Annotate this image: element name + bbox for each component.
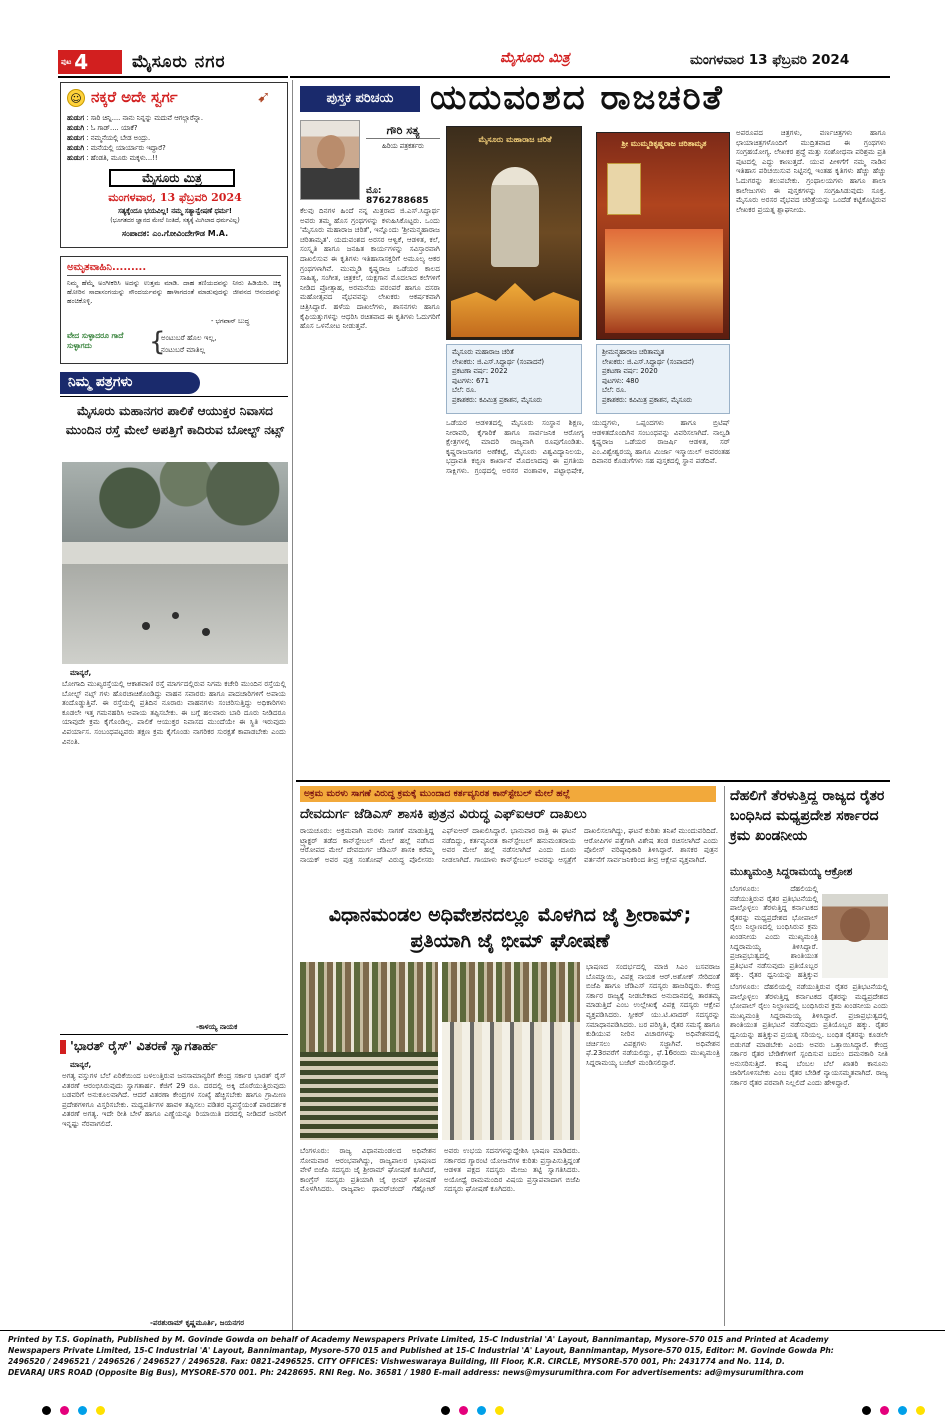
masthead-logo: ಮೈಸೂರು ಮಿತ್ರ [500,50,570,66]
letter-photo [62,462,288,664]
farmers-subhead: ಮುಖ್ಯಮಂತ್ರಿ ಸಿದ್ದರಾಮಯ್ಯ ಆಕ್ರೋಶ [730,866,853,878]
joke-title: ನಕ್ಕರೆ ಅದೇ ಸ್ವರ್ಗ [91,88,178,106]
book-1-info-line: ಪುಟಗಳು: 671 [452,376,489,385]
book-1-cover-title: ಮೈಸೂರು ಮಹಾರಾಜ ಚರಿತೆ [478,135,552,144]
amrutha-text: ನಿಮ್ಮ ಹೆಮ್ಮೆ ಅಂಗೀಕರಿಸಿ ಅದನ್ನು ಉತ್ತಮ ಮಾಡಿ. ದಾಹ ತಣಿಯದವನ್ನು ನೀರು ಹಿಡಿಯಿರಿ. ಚಿಕ್ಕ ಹೋರಿನ ಸಾದಾಸಂಗಯನ್ನು ಸೌಂದರ್ಯವನ್ನು ಹಾಳಾಗದಂತೆ ಮಾಡುವುದನ್ನು ಜೀವನದ ಆನಂದವನ್ನು ಹಂಚಿಕೊಳ್ಳಿ. [67,279,281,305]
column-separator [292,80,293,1330]
cupid-icon: ➹ [257,87,271,106]
assembly-body-right: ಭಾಷಣದ ಸಂದರ್ಭದಲ್ಲಿ ಮಾಜಿ ಸಿಎಂ ಬಸವರಾಜ ಬೊಮ್ಮಾಯಿ, ವಿಪಕ್ಷ ನಾಯಕ ಆರ್.ಅಶೋಕ್ ಸೇರಿದಂತೆ ಬಿಜೆಪಿ ಹಾಗೂ ಜೆಡಿಎಸ್ ಸದಸ್ಯರು ಹಾಜರಿದ್ದರು. ಕೇಂದ್ರ ಸರ್ಕಾರ ರಾಜ್ಯಕ್ಕೆ ನೀಡಬೇಕಾದ ಅನುದಾನದಲ್ಲಿ ತಾರತಮ್ಯ ಮಾಡುತ್ತಿದೆ ಎಂಬ ಉಲ್ಲೇಖಕ್ಕೆ ವಿಪಕ್ಷ ಸದಸ್ಯರು ಆಕ್ಷೇಪ ವ್ಯಕ್ತಪಡಿಸಿದರು. ಸ್ಪೀಕರ್ ಯು.ಟಿ.ಖಾದರ್ ಸದಸ್ಯರನ್ನು ಸಮಾಧಾನಪಡಿಸಿದರು. ಬರ ಪರಿಸ್ಥಿತಿ, ರೈತರ ಸಮಸ್ಯೆ ಹಾಗೂ ಕುಡಿಯುವ ನೀರಿನ ವಿಚಾರಗಳನ್ನು ಅಧಿವೇಶನದಲ್ಲಿ ಚರ್ಚಿಸಲು ವಿಪಕ್ಷಗಳು ಸಜ್ಜಾಗಿವೆ. ಅಧಿವೇಶನ ಫೆ.23ರವರೆಗೆ ನಡೆಯಲಿದ್ದು, ಫೆ.16ರಂದು ಮುಖ್ಯಮಂತ್ರಿ ಸಿದ್ದರಾಮಯ್ಯ ಬಜೆಟ್ ಮಂಡಿಸಲಿದ್ದಾರೆ. [586,962,720,1067]
proverb-brace: { [149,327,166,357]
book-cover-2 [596,132,730,340]
paper-motto-sub: (ಭೂಗತದರ ಜ್ಞಾನದ ಮೇಲೆ ನಿಂತಿದೆ, ಸತ್ಯಕ್ಕೆ ಮಿಗಿಲಾದ ಧರ್ಮವಿಲ್ಲ) [110,217,240,224]
registration-marks-right [860,1400,927,1419]
book-2-info-line: ಪುಟಗಳು: 480 [602,376,639,385]
registration-dot [441,1406,450,1415]
masthead-date: ಮಂಗಳವಾರ 13 ಫೆಬ್ರವರಿ 2024 [690,52,850,68]
book-1-info-line: ಪ್ರಕಟಣಾ ವರ್ಷ: 2022 [452,367,508,376]
registration-dot [898,1406,907,1415]
assembly-members [442,1022,580,1140]
farmers-body: ಬೆಂಗಳೂರು: ದೆಹಲಿಯಲ್ಲಿ ನಡೆಯುತ್ತಿರುವ ರೈತರ ಪ್ರತಿಭಟನೆಯಲ್ಲಿ ಪಾಲ್ಗೊಳ್ಳಲು ತೆರಳುತ್ತಿದ್ದ ಕರ್ನಾಟಕದ ರೈತರನ್ನು ಮಧ್ಯಪ್ರದೇಶದ ಭೋಪಾಲ್ ರೈಲು ನಿಲ್ದಾಣದಲ್ಲಿ ಬಂಧಿಸಿರುವ ಕ್ರಮ ಖಂಡನೀಯ ಎಂದು ಮುಖ್ಯಮಂತ್ರಿ ಸಿದ್ದರಾಮಯ್ಯ ತಿಳಿಸಿದ್ದಾರೆ. ಪ್ರಜಾಪ್ರಭುತ್ವದಲ್ಲಿ ಶಾಂತಿಯುತ ಪ್ರತಿಭಟನೆ ನಡೆಸುವುದು ಪ್ರತಿಯೊಬ್ಬರ ಹಕ್ಕು. ರೈತರ ಧ್ವನಿಯನ್ನು ಹತ್ತಿಕ್ಕುವ [730,884,818,980]
registration-dot [880,1406,889,1415]
joke-line: ಹುಡುಗ : ಸಾರಿ ಚಿನ್ನಿ.... ನಾನು ನಿನ್ನನ್ನು ಮದುವೆ ಆಗಲ್ಲಾರೆನ್ನಾ. [67,114,203,122]
book-2-info-line: ಶ್ರೀಮನ್ಮಹಾರಾಜ ಚರಿತಾಮೃತ [602,348,665,356]
photo-bolt [202,628,210,636]
paper-motto: ಸತ್ಯಕ್ಕೆಂದೂ ಭಯವಿಲ್ಲ! ನಮ್ಮ ಸತ್ಯಾನ್ವೇಷಣೆ ಧರ್ಮ! [118,207,232,215]
book-2-info-line: ಲೇಖಕರು: ಜಿ.ಎಸ್.ಸಿದ್ಧಾರ್ಥ (ಸಂಪಾದನೆ) [602,357,695,366]
imprint-line: DEVARAJ URS ROAD (Opposite Big Bus), MYSORE-570 001. Ph: 2428695. RNI Reg. No. 36581 / 1980 E-mail address: news@mysurumithra.com For advertisements: ad@mysurumithra.com [8,1368,804,1377]
imprint [8,1334,938,1378]
farmers-headline: ದೆಹಲಿಗೆ ತೆರಳುತ್ತಿದ್ದ ರಾಜ್ಯದ ರೈತರ ಬಂಧಿಸಿದ ಮಧ್ಯಪ್ರದೇಶ ಸರ್ಕಾರದ ಕ್ರಮ ಖಂಡನೀಯ [730,788,885,844]
registration-dot [495,1406,504,1415]
registration-dot [459,1406,468,1415]
bharat-rice-signature: -ಪರಶುರಾಮ್ ಕೃಷ್ಣಮೂರ್ತಿ, ಜಯನಗರ [150,1318,245,1327]
author-role: ಹಿರಿಯ ಪತ್ರಕರ್ತರು [382,142,424,150]
book-1-info-line: ಪ್ರಕಾಶಕರು: ಕವಿಮಿತ್ರ ಪ್ರಕಾಶನ, ಮೈಸೂರು [452,395,543,404]
photo-bolt [172,612,179,619]
proverb-right-1: ಅಂಟುಬರೆ ಹೊಲ ಇಲ್ಲ, [161,333,217,342]
letters-banner [60,372,200,394]
imprint-line: 2496520 / 2496521 / 2496526 / 2496527 / 2496528. Fax: 0821-2496525. CITY OFFICES: Vishweswaraya Building, III Floor, K.R. CIRCLE, MYSORE-570 001, Ph: 2431774 and No. 114, D. [8,1357,785,1366]
registration-dot [78,1406,87,1415]
book-2-cover-title: ಶ್ರೀ ಮುಮ್ಮಡಿಕೃಷ್ಣರಾಜ ಚರಿತಾಮೃತ [621,139,707,148]
book-cover-1 [446,126,582,340]
section-title: ಮೈಸೂರು ನಗರ [132,52,226,72]
bharat-rice-body: ಅಗತ್ಯ ವಸ್ತುಗಳ ಬೆಲೆ ಏರಿಕೆಯಿಂದ ಬಳಲುತ್ತಿರುವ ಜನಸಾಮಾನ್ಯರಿಗೆ ಕೇಂದ್ರ ಸರ್ಕಾರ ಭಾರತ್ ರೈಸ್ ವಿತರಣೆ ಆರಂಭಿಸಿರುವುದು ಸ್ವಾಗತಾರ್ಹ. ಕೆಜಿಗೆ 29 ರೂ. ದರದಲ್ಲಿ ಅಕ್ಕಿ ದೊರೆಯುತ್ತಿರುವುದು ಬಡವರಿಗೆ ಅನುಕೂಲವಾಗಿದೆ. ಆದರೆ ವಿತರಣಾ ಕೇಂದ್ರಗಳ ಸಂಖ್ಯೆ ಹೆಚ್ಚಿಸಬೇಕು ಹಾಗೂ ಗ್ರಾಮೀಣ ಪ್ರದೇಶಗಳಿಗೂ ವಿಸ್ತರಿಸಬೇಕು. ಮಧ್ಯವರ್ತಿಗಳ ಹಾವಳಿ ತಪ್ಪಿಸಲು ಪಡಿತರ ವ್ಯವಸ್ಥೆಯಂತೆ ಪಾರದರ್ಶಕ ವಿತರಣೆ ಅಗತ್ಯ. ಇದೇ ರೀತಿ ಬೇಳೆ ಹಾಗೂ ಎಣ್ಣೆಯನ್ನೂ ರಿಯಾಯಿತಿ ದರದಲ್ಲಿ ನೀಡಿದರೆ ಜನರಿಗೆ ಇನ್ನಷ್ಟು ನೆರವಾಗಲಿದೆ. [62,1071,286,1128]
registration-marks-left [40,1400,107,1419]
book-2-durbar-hall [605,229,723,333]
book-1-maharaja-figure [491,167,539,267]
amrutha-author: - ಭಗವಾನ್ ಬುದ್ಧ [211,317,250,325]
photo-wall [62,542,288,564]
footer-rule [0,1330,945,1331]
proverb-left: ವೇದ ಸುಳ್ಳಾದರೂ ಗಾದೆ ಸುಳ್ಳಾಗದು [67,331,124,350]
book-1-info-line: ಬೆಲೆ: ರೂ. [452,386,477,395]
section-rule [296,780,890,782]
imprint-line: Newspapers Private Limited, 15-C Industrial 'A' Layout, Bannimantap, Mysore-570 015 and Published at 15-C Industrial 'A' Layout, Bannimantap, Mysore-570 015, Editor: M. Govinde Gowda Ph: [8,1346,834,1355]
bharat-rice-headline: 'ಭಾರತ್ ರೈಸ್' ವಿತರಣೆ ಸ್ವಾಗತಾರ್ಹ [70,1038,218,1053]
book-review-tag [300,86,420,112]
imprint-line: Printed by T.S. Gopinath, Published by M. Govinde Gowda on behalf of Academy Newspapers Private Limited, 15-C Industrial 'A' Layout, Bannimantap, Mysore-570 015 and Printed at Academy [8,1335,829,1344]
registration-dot [96,1406,105,1415]
assembly-body-left: ಬೆಂಗಳೂರು: ರಾಜ್ಯ ವಿಧಾನಮಂಡಲದ ಅಧಿವೇಶನ ಸೋಮವಾರ ಆರಂಭವಾಗಿದ್ದು, ರಾಜ್ಯಪಾಲರ ಭಾಷಣದ ವೇಳೆ ಬಿಜೆಪಿ ಸದಸ್ಯರು ಜೈ ಶ್ರೀರಾಮ್ ಘೋಷಣೆ ಕೂಗಿದರೆ, ಕಾಂಗ್ರೆಸ್ ಸದಸ್ಯರು ಪ್ರತಿಯಾಗಿ ಜೈ ಭೀಮ್ ಘೋಷಣೆ ಮೊಳಗಿಸಿದರು. ರಾಜ್ಯಪಾಲ ಥಾವರ್‌ಚಂದ್ ಗೆಹ್ಲೋಟ್ ಅವರು ಉಭಯ ಸದನಗಳನ್ನುದ್ದೇಶಿಸಿ ಭಾಷಣ ಮಾಡಿದರು. ಸರ್ಕಾರದ ಗ್ಯಾರಂಟಿ ಯೋಜನೆಗಳ ಕುರಿತು ಪ್ರಸ್ತಾಪಿಸುತ್ತಿದ್ದಂತೆ ಆಡಳಿತ ಪಕ್ಷದ ಸದಸ್ಯರು ಮೇಜು ತಟ್ಟಿ ಸ್ವಾಗತಿಸಿದರು. ಅಯೋಧ್ಯೆ ರಾಮಮಂದಿರ ವಿಷಯ ಪ್ರಸ್ತಾಪವಾದಾಗ ಬಿಜೆಪಿ ಸದಸ್ಯರು ಘೋಷಣೆ ಕೂಗಿದರು. [300,1146,580,1194]
paper-date-line: ಮಂಗಳವಾರ, 13 ಫೆಬ್ರವರಿ 2024 [108,191,242,204]
registration-dot [477,1406,486,1415]
registration-marks [0,1400,945,1416]
jds-kicker: ಅಕ್ರಮ ಮರಳು ಸಾಗಣೆ ವಿರುದ್ಧ ಕ್ರಮಕ್ಕೆ ಮುಂದಾದ ಕರ್ತವ್ಯನಿರತ ಕಾನ್‌ಸ್ಟೇಬಲ್ ಮೇಲೆ ಹಲ್ಲೆ [304,788,571,799]
book-2-info-line: ಪ್ರಕಾಶಕರು: ಕವಿಮಿತ್ರ ಪ್ರಕಾಶನ, ಮೈಸೂರು [602,395,693,404]
book-review-tag-text: ಪುಸ್ತಕ ಪರಿಚಯ [326,91,394,106]
page-number: 4 [74,50,89,74]
author-photo [300,120,360,200]
registration-dot [60,1406,69,1415]
registration-dot [42,1406,51,1415]
page-number-box [58,50,122,74]
letter-headline: ಮೈಸೂರು ಮಹಾನಗರ ಪಾಲಿಕೆ ಆಯುಕ್ತರ ನಿವಾಸದ ಮುಂದಿನ ರಸ್ತೆ ಮೇಲೆ ಅಪತ್ತಿಗೆ ಕಾದಿರುವ ಬೋಲ್ಟ್ ನಟ್ಸ್ [65,404,285,437]
joke-line: ಹುಡುಗ : ಹೆಂಡತಿ, ಮೂರು ಮಕ್ಕಳು...!! [67,154,158,162]
assembly-benches [300,1052,438,1140]
jds-kicker-bar [300,786,716,802]
proverb-right-2: ನಂಟುಬರೆ ಮಾತಿಲ್ಲ [161,345,206,354]
joke-box [60,82,288,248]
review-body-col3: ಅಪರೂಪದ ಚಿತ್ರಗಳು, ವರ್ಣಚಿತ್ರಗಳು ಹಾಗೂ ಛಾಯಾಚಿತ್ರಗಳೊಂದಿಗೆ ಮುದ್ರಿತವಾದ ಈ ಗ್ರಂಥಗಳು ಸಂಗ್ರಹಯೋಗ್ಯ. ಲೇಖಕರ ಶ್ರದ್ಧೆ ಮತ್ತು ಸಂಶೋಧನಾ ಪರಿಶ್ರಮ ಪ್ರತಿ ಪುಟದಲ್ಲಿ ಎದ್ದು ಕಾಣುತ್ತದೆ. ಯುವ ಪೀಳಿಗೆಗೆ ನಮ್ಮ ನಾಡಿನ ಇತಿಹಾಸ ಪರಿಚಯಿಸುವ ನಿಟ್ಟಿನಲ್ಲಿ ಇಂತಹ ಕೃತಿಗಳು ಹೆಚ್ಚು ಹೆಚ್ಚು ಓದುಗರನ್ನು ತಲುಪಬೇಕು. ಗ್ರಂಥಾಲಯಗಳು ಹಾಗೂ ಶಾಲಾ ಕಾಲೇಜುಗಳು ಈ ಪುಸ್ತಕಗಳನ್ನು ಸಂಗ್ರಹಿಸಿಡುವುದು ಸೂಕ್ತ. ಮೈಸೂರು ಅರಸರ ವೈಭವದ ಚರಿತ್ರೆಯನ್ನು ಒಂದೆಡೆ ಕಟ್ಟಿಕೊಟ್ಟಿರುವ ಲೇಖಕರ ಪ್ರಯತ್ನ ಶ್ಲಾಘನೀಯ. [736,128,886,214]
book-1-palace [451,277,579,337]
joke-line: ಹುಡುಗಿ : ಮನೆಯಲ್ಲಿ ಯಾರ್ಯಾರು ಇದ್ದಾರೆ? [67,144,166,152]
registration-dot [916,1406,925,1415]
assembly-photo-left [300,962,438,1140]
letters-rule [60,396,288,397]
assembly-photo-right [442,962,580,1140]
page-header [0,0,945,80]
book-1-info [446,344,582,414]
author-name: ಗೌರಿ ಸತ್ಯ [366,124,440,139]
book-1-info-line: ಲೇಖಕರು: ಜಿ.ಎಸ್.ಸಿದ್ಧಾರ್ಥ (ಸಂಪಾದನೆ) [452,357,545,366]
cm-photo [822,894,888,978]
letter-signature: -ಕಾಳಯ್ಯ ನಾಯಕ [196,1022,238,1031]
photo-trees [62,462,288,552]
book-2-portrait [607,163,641,215]
registration-dot [862,1406,871,1415]
cm-face [840,908,870,942]
editor-line: ಸಂಪಾದಕ: ಎಂ.ಗೋವಿಂದೇಗೌಡ M.A. [121,229,229,238]
header-rule-left [58,76,288,78]
bharat-rice-dateline: ಮಾನ್ಯರೆ, [70,1060,92,1069]
amrutha-vahini-box [60,256,288,364]
review-body-col2: ಒಡೆಯರ ಆಡಳಿತದಲ್ಲಿ ಮೈಸೂರು ಸಂಸ್ಥಾನ ಶಿಕ್ಷಣ, ನೀರಾವರಿ, ಕೈಗಾರಿಕೆ ಹಾಗೂ ಸಾರ್ವಜನಿಕ ಆರೋಗ್ಯ ಕ್ಷೇತ್ರಗಳಲ್ಲಿ ಮಾದರಿ ರಾಜ್ಯವಾಗಿ ರೂಪುಗೊಂಡಿತು. ಕೃಷ್ಣರಾಜಸಾಗರ ಅಣೆಕಟ್ಟೆ, ಮೈಸೂರು ವಿಶ್ವವಿದ್ಯಾನಿಲಯ, ಭದ್ರಾವತಿ ಕಬ್ಬಿಣ ಕಾರ್ಖಾನೆ ಮೊದಲಾದವು ಈ ಪ್ರಗತಿಯ ಸಾಕ್ಷಿಗಳು. ಗ್ರಂಥದಲ್ಲಿ ಅರಸರ ವಂಶಾವಳಿ, ಪಟ್ಟಾಭಿಷೇಕ, ಯುದ್ಧಗಳು, ಒಪ್ಪಂದಗಳು ಹಾಗೂ ಬ್ರಿಟಿಷ್ ಆಡಳಿತದೊಂದಿಗಿನ ಸಂಬಂಧವನ್ನು ವಿವರಿಸಲಾಗಿದೆ. ನಾಲ್ವಡಿ ಕೃಷ್ಣರಾಜ ಒಡೆಯರ ರಾಜರ್ಷಿ ಆಡಳಿತ, ಸರ್ ಎಂ.ವಿಶ್ವೇಶ್ವರಯ್ಯ ಹಾಗೂ ಮಿರ್ಜಾ ಇಸ್ಮಾಯಿಲ್ ಅವರಂತಹ ದಿವಾನರ ಕೊಡುಗೆಗಳು ಸಹ ಪುಸ್ತಕದಲ್ಲಿ ಸ್ಥಾನ ಪಡೆದಿವೆ. [446,418,730,475]
letter-dateline: ಮಾನ್ಯರೆ, [70,668,92,677]
jds-body: ರಾಯಚೂರು: ಅಕ್ರಮವಾಗಿ ಮರಳು ಸಾಗಣೆ ಮಾಡುತ್ತಿದ್ದ ಟ್ರ್ಯಾಕ್ಟರ್ ತಡೆದ ಕಾನ್‌ಸ್ಟೇಬಲ್ ಮೇಲೆ ಹಲ್ಲೆ ನಡೆಸಿದ ಆರೋಪದ ಮೇಲೆ ದೇವದುರ್ಗ ಜೆಡಿಎಸ್ ಶಾಸಕಿ ಕರೆಮ್ಮ ನಾಯಕ್ ಅವರ ಪುತ್ರ ಸಂತೋಷ್ ವಿರುದ್ಧ ಪೊಲೀಸರು ಎಫ್‌ಐಆರ್ ದಾಖಲಿಸಿದ್ದಾರೆ. ಭಾನುವಾರ ರಾತ್ರಿ ಈ ಘಟನೆ ನಡೆದಿದ್ದು, ಕರ್ತವ್ಯನಿರತ ಕಾನ್‌ಸ್ಟೇಬಲ್ ಹನುಮಂತರಾಯ ಅವರ ಮೇಲೆ ಹಲ್ಲೆ ನಡೆಸಲಾಗಿದೆ ಎಂದು ದೂರು ನೀಡಲಾಗಿದೆ. ಗಾಯಾಳು ಕಾನ್‌ಸ್ಟೇಬಲ್ ಅವರನ್ನು ಆಸ್ಪತ್ರೆಗೆ ದಾಖಲಿಸಲಾಗಿದ್ದು, ಘಟನೆ ಕುರಿತು ತನಿಖೆ ಮುಂದುವರಿದಿದೆ. ಆರೋಪಿಗಳ ಪತ್ತೆಗಾಗಿ ವಿಶೇಷ ತಂಡ ರಚಿಸಲಾಗಿದೆ ಎಂದು ಪೊಲೀಸ್ ವರಿಷ್ಠಾಧಿಕಾರಿ ತಿಳಿಸಿದ್ದಾರೆ. ಶಾಸಕರ ಪುತ್ರನ ವರ್ತನೆಗೆ ಸಾರ್ವಜನಿಕರಿಂದ ತೀವ್ರ ಆಕ್ಷೇಪ ವ್ಯಕ್ತವಾಗಿದೆ. [300,826,718,864]
jds-headline: ದೇವದುರ್ಗ ಜೆಡಿಎಸ್ ಶಾಸಕಿ ಪುತ್ರನ ವಿರುದ್ಧ ಎಫ್‌ಐಆರ್ ದಾಖಲು [300,806,587,822]
page-label: ಪುಟ [61,57,72,66]
farmers-body-cont [730,982,888,1326]
joke-lines [67,114,283,164]
book-review-headline: ಯದುವಂಶದ ರಾಜಚರಿತೆ [430,78,724,118]
author-face [317,135,345,169]
letters-banner-text: ನಿಮ್ಮ ಪತ್ರಗಳು [68,374,133,390]
farmers-separator [724,786,725,1326]
book-1-info-line: ಮೈಸೂರು ಮಹಾರಾಜ ಚರಿತೆ [452,348,514,356]
book-2-info-line: ಬೆಲೆ: ರೂ. [602,386,627,395]
review-body-col1: ಕೆಲವು ದಿನಗಳ ಹಿಂದೆ ನನ್ನ ಮಿತ್ರರಾದ ಜಿ.ಎಸ್.ಸಿದ್ಧಾರ್ಥ ಅವರು ತಮ್ಮ ಹೊಸ ಗ್ರಂಥಗಳನ್ನು ಕಳುಹಿಸಿಕೊಟ್ಟರು. ಒಂದು 'ಮೈಸೂರು ಮಹಾರಾಜ ಚರಿತೆ', ಇನ್ನೊಂದು 'ಶ್ರೀಮನ್ಮಹಾರಾಜ ಚರಿತಾಮೃತ'. ಯದುವಂಶದ ಅರಸರ ಆಳ್ವಿಕೆ, ಆಡಳಿತ, ಕಲೆ, ಸಂಸ್ಕೃತಿ ಹಾಗೂ ಜನಹಿತ ಕಾರ್ಯಗಳನ್ನು ಸವಿಸ್ತಾರವಾಗಿ ದಾಖಲಿಸುವ ಈ ಕೃತಿಗಳು ಇತಿಹಾಸಾಸಕ್ತರಿಗೆ ಅಮೂಲ್ಯ ಆಕರ ಗ್ರಂಥಗಳಾಗಿವೆ. ಮುಮ್ಮಡಿ ಕೃಷ್ಣರಾಜ ಒಡೆಯರ ಕಾಲದ ಸಾಹಿತ್ಯ, ಸಂಗೀತ, ಚಿತ್ರಕಲೆ, ಯಕ್ಷಗಾನ ಮೊದಲಾದ ಕಲೆಗಳಿಗೆ ನೀಡಿದ ಪ್ರೋತ್ಸಾಹ, ಅರಮನೆಯ ಪರಂಪರೆ ಹಾಗೂ ದಸರಾ ಮಹೋತ್ಸವದ ವೈಭವವನ್ನು ಲೇಖಕರು ಆಕರ್ಷಕವಾಗಿ ಚಿತ್ರಿಸಿದ್ದಾರೆ. ಹಳೆಯ ದಾಖಲೆಗಳು, ಶಾಸನಗಳು ಹಾಗೂ ಕೈಫಿಯತ್ತುಗಳನ್ನು ಆಧರಿಸಿ ರಚಿತವಾದ ಈ ಕೃತಿಗಳು ಓದುಗರಿಗೆ ಹೊಸ ಒಳನೋಟ ನೀಡುತ್ತವೆ. [300,206,440,331]
photo-bolt [142,622,150,630]
bharat-rice-bullet-icon [60,1040,66,1054]
letter-body: ಬೋಗಾದಿ ಮುಖ್ಯರಸ್ತೆಯಲ್ಲಿ ಆಕಾಶವಾಣಿ ರಸ್ತೆ ಮಾರ್ಗದಲ್ಲಿರುವ ನಿಗಮ ಕಚೇರಿ ಮುಂದಿನ ರಸ್ತೆಯಲ್ಲಿ ಬೋಲ್ಟ್ ನಟ್ಸ್ ಗಳು ಹೊರಚಾಚಿಕೊಂಡಿದ್ದು ವಾಹನ ಸವಾರರು ಹಾಗೂ ಪಾದಚಾರಿಗಳಿಗೆ ಅಪಾಯ ತಂದೊಡ್ಡುತ್ತಿವೆ. ಈ ರಸ್ತೆಯಲ್ಲಿ ಪ್ರತಿದಿನ ನೂರಾರು ವಾಹನಗಳು ಸಂಚರಿಸುತ್ತಿದ್ದು ಅಧಿಕಾರಿಗಳು ಕೂಡಲೇ ಇತ್ತ ಗಮನಹರಿಸಿ ಅಪಾಯ ತಪ್ಪಿಸಬೇಕು. ಈ ಬಗ್ಗೆ ಹಲವಾರು ಬಾರಿ ದೂರು ನೀಡಿದರೂ ಯಾವುದೇ ಕ್ರಮ ಕೈಗೊಂಡಿಲ್ಲ. ಪಾಲಿಕೆ ಆಯುಕ್ತರ ನಿವಾಸದ ಮುಂದೆಯೇ ಈ ಸ್ಥಿತಿ ಇರುವುದು ವಿಪರ್ಯಾಸ. ಸಂಬಂಧಪಟ್ಟವರು ತಕ್ಷಣ ಕ್ರಮ ಕೈಗೊಂಡು ನಾಗರಿಕರ ಸುರಕ್ಷತೆ ಕಾಪಾಡಬೇಕು ಎಂದು ವಿನಂತಿ. [62,679,286,746]
joke-line: ಹುಡುಗಿ : ಓ ಗಾಡ್.... ಯಾಕೆ? [67,124,138,132]
paper-name-stamp: ಮೈಸೂರು ಮಿತ್ರ [109,169,235,187]
author-phone: ಮೊ: 8762788685 [366,186,429,206]
book-2-info-line: ಪ್ರಕಟಣಾ ವರ್ಷ: 2020 [602,367,658,376]
laughing-emoji-icon: ☺ [67,89,85,107]
bharat-rice-rule [60,1034,288,1035]
amrutha-rule [67,275,281,276]
book-2-info [596,344,730,414]
joke-line: ಹುಡುಗ : ನಮ್ಮನೆಯಲ್ಲಿ ಬೇಡ ಅಂದ್ರು. [67,134,151,142]
farmers-body-text: ಬೆಂಗಳೂರು: ದೆಹಲಿಯಲ್ಲಿ ನಡೆಯುತ್ತಿರುವ ರೈತರ ಪ್ರತಿಭಟನೆಯಲ್ಲಿ ಪಾಲ್ಗೊಳ್ಳಲು ತೆರಳುತ್ತಿದ್ದ ಕರ್ನಾಟಕದ ರೈತರನ್ನು ಮಧ್ಯಪ್ರದೇಶದ ಭೋಪಾಲ್ ರೈಲು ನಿಲ್ದಾಣದಲ್ಲಿ ಬಂಧಿಸಿರುವ ಕ್ರಮ ಖಂಡನೀಯ ಎಂದು ಮುಖ್ಯಮಂತ್ರಿ ಸಿದ್ದರಾಮಯ್ಯ ತಿಳಿಸಿದ್ದಾರೆ. ಪ್ರಜಾಪ್ರಭುತ್ವದಲ್ಲಿ ಶಾಂತಿಯುತ ಪ್ರತಿಭಟನೆ ನಡೆಸುವುದು ಪ್ರತಿಯೊಬ್ಬರ ಹಕ್ಕು. ರೈತರ ಧ್ವನಿಯನ್ನು ಹತ್ತಿಕ್ಕುವ ಪ್ರಯತ್ನ ಸರಿಯಲ್ಲ. ಬಂಧಿತ ರೈತರನ್ನು ಕೂಡಲೇ ಬಿಡುಗಡೆ ಮಾಡಬೇಕು ಎಂದು ಅವರು ಒತ್ತಾಯಿಸಿದ್ದಾರೆ. ಕೇಂದ್ರ ಸರ್ಕಾರ ರೈತರ ಬೇಡಿಕೆಗಳಿಗೆ ಸ್ಪಂದಿಸುವ ಬದಲು ದಮನಕಾರಿ ನೀತಿ ಅನುಸರಿಸುತ್ತಿದೆ. ಕನಿಷ್ಠ ಬೆಂಬಲ ಬೆಲೆ ಖಾತರಿ ಕಾನೂನು ಜಾರಿಗೊಳಿಸಬೇಕು ಎಂಬ ರೈತರ ಬೇಡಿಕೆ ನ್ಯಾಯಸಮ್ಮತವಾಗಿದೆ. ರಾಜ್ಯ ಸರ್ಕಾರ ರೈತರ ಪರವಾಗಿ ನಿಲ್ಲಲಿದೆ ಎಂದು ಹೇಳಿದ್ದಾರೆ. [730,982,888,1087]
amrutha-title: ಅಮೃತವಾಹಿನಿ......... [67,262,147,273]
assembly-headline: ವಿಧಾನಮಂಡಲ ಅಧಿವೇಶನದಲ್ಲೂ ಮೊಳಗಿದ ಜೈ ಶ್ರೀರಾಮ್; ಪ್ರತಿಯಾಗಿ ಜೈ ಭೀಮ್ ಘೋಷಣೆ [328,904,692,952]
